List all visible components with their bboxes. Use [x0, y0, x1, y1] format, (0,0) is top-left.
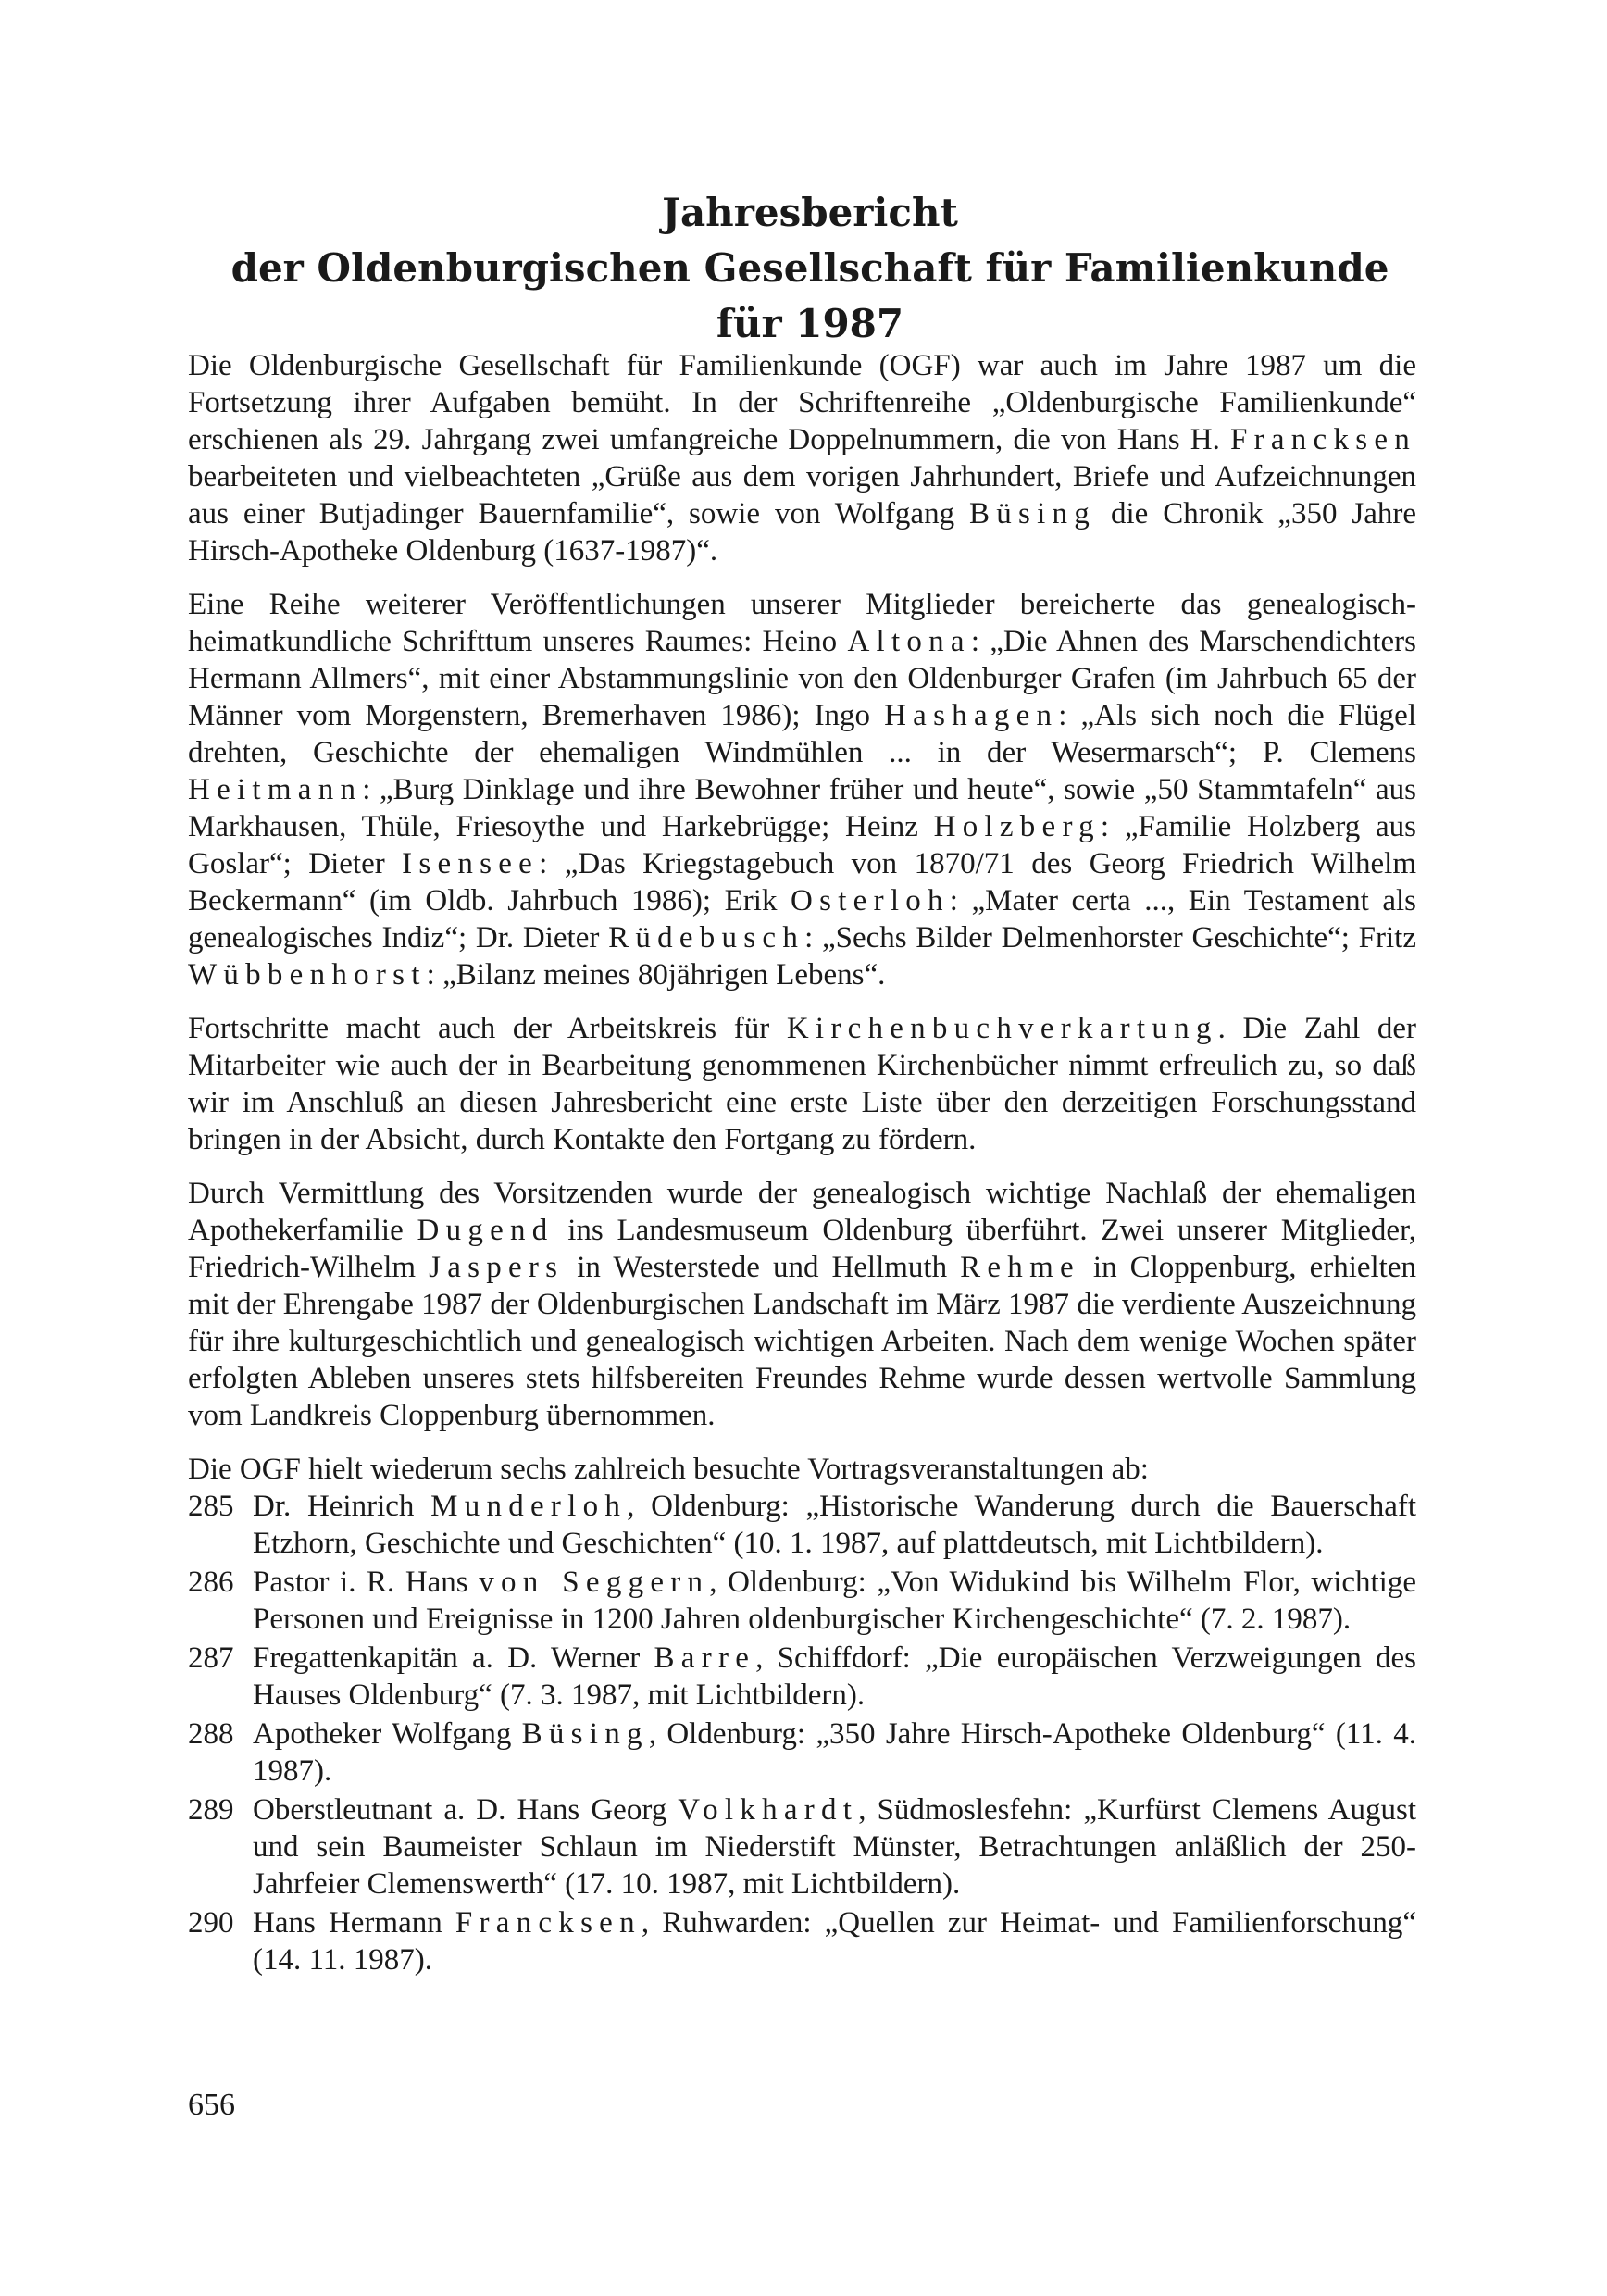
title-line-2: der Oldenburgischen Gesellschaft für Familienkunde [230, 245, 1389, 291]
text: Apotheker Wolfgang [253, 1717, 522, 1751]
text: die Chronik „350 Jahre Hirsch-Apotheke Oldenburg (1637-1987)“. [188, 497, 1416, 568]
emphasized-term: Kirchenbuchverkartung [786, 1012, 1218, 1045]
report-body [188, 347, 1416, 1980]
text: : „Burg Dinklage und ihre Bewohner früher und heute“, sowie „50 Stammtafeln“ aus Markhausen, Thüle, Friesoythe und Harkebrügge; Heinz [188, 773, 1416, 843]
text: Fortschritte macht auch der Arbeitskreis für [188, 1012, 787, 1045]
title-line-3: für 1987 [716, 301, 904, 346]
person-name: Isensee [402, 847, 540, 880]
person-name: Holzberg [933, 810, 1101, 843]
paragraph-estate-and-awards [188, 1175, 1416, 1434]
person-name: Francksen [455, 1906, 642, 1940]
text: : „Sechs Bilder Delmenhorster Geschichte“; Fritz [804, 921, 1416, 955]
text: Fregattenkapitän a. D. Werner [253, 1641, 654, 1675]
text: Die Oldenburgische Gesellschaft für Familienkunde (OGF) war auch im Jahre 1987 um die Fortsetzung ihrer Aufgaben bemüht. In der Schriftenreihe „Oldenburgische Familienkunde“ erschienen als 29. Jahrgang zwei umfangreiche Doppelnummern, die von Hans H. [188, 349, 1416, 456]
text: , Oldenburg: „350 Jahre Hirsch-Apotheke Oldenburg“ (11. 4. 1987). [253, 1717, 1416, 1788]
person-name: Rehme [960, 1251, 1080, 1284]
person-name: Wübbenhorst [188, 958, 427, 992]
text: , Ruhwarden: „Quellen zur Heimat- und Familienforschung“ (14. 11. 1987). [253, 1906, 1416, 1977]
text: : „Als sich noch die Flügel drehten, Geschichte der ehemaligen Windmühlen ... in der Wesermarsch“; P. Clemens [188, 699, 1416, 769]
text: Oberstleutnant a. D. Hans Georg [253, 1793, 679, 1827]
text: , Schiffdorf: „Die europäischen Verzweigungen des Hauses Oldenburg“ (7. 3. 1987, mit Lichtbildern). [253, 1641, 1416, 1712]
paragraph-publications-intro [188, 347, 1416, 569]
text: : „Bilanz meines 80jährigen Lebens“. [426, 958, 886, 992]
text: Hans Hermann [253, 1906, 455, 1940]
person-name: Dugend [417, 1214, 554, 1247]
text: in Westerstede und Hellmuth [564, 1251, 961, 1284]
text: : „Familie Holzberg aus Goslar“; Dieter [188, 810, 1416, 880]
lecture-number: 287 [188, 1641, 234, 1675]
lecture-number: 286 [188, 1566, 234, 1599]
person-name: Heitmann [188, 773, 363, 806]
list-item [188, 1640, 1416, 1714]
page-title [185, 185, 1435, 352]
paragraph-member-publications [188, 586, 1416, 993]
text: in Cloppenburg, erhielten mit der Ehrengabe 1987 der Oldenburgischen Landschaft im März 1987 die verdiente Auszeichnung für ihre kulturgeschichtlich und genealogisch wichtigen Arbeiten. Nach dem wenige Wochen später erfolgten Ableben unseres stets hilfsbereiten Freundes Rehme wurde dessen wertvolle Sammlung vom Landkreis Cloppenburg übernommen. [188, 1251, 1417, 1432]
person-name: Volkhardt [678, 1793, 859, 1827]
list-item [188, 1564, 1416, 1638]
person-name: Osterloh [791, 884, 950, 917]
text: . Die Zahl der Mitarbeiter wie auch der in Bearbeitung genommenen Kirchenbücher nimmt erfreulich zu, so daß wir im Anschluß an diesen Jahresbericht eine erste Liste über den derzeitigen Forschungsstand bringen in der Absicht, durch Kontakte den Fortgang zu fördern. [188, 1012, 1416, 1156]
text: , Südmoslesfehn: „Kurfürst Clemens August und sein Baumeister Schlaun im Niederstift Münster, Betrachtungen anläßlich der 250-Jahrfeier Clemenswerth“ (17. 10. 1987, mit Lichtbildern). [253, 1793, 1416, 1901]
text: , Oldenburg: „Historische Wanderung durch die Bauerschaft Etzhorn, Geschichte und Geschichten“ (10. 1. 1987, auf plattdeutsch, mit Lichtbildern). [253, 1490, 1416, 1560]
page-number: 656 [188, 2088, 235, 2122]
lecture-number: 289 [188, 1793, 234, 1827]
person-name: Büsing [968, 497, 1097, 530]
text: : „Die Ahnen des Marschendichters Hermann Allmers“, mit einer Abstammungslinie von den Oldenburger Grafen (im Jahrbuch 65 der Männer vom Morgenstern, Bremerhaven 1986); Ingo [188, 625, 1417, 732]
person-name: von Seggern [479, 1566, 710, 1599]
text: Eine Reihe weiterer Veröffentlichungen unserer Mitglieder bereicherte das genealogisch-heimatkundliche Schrifttum unseres Raumes: Heino [188, 588, 1416, 658]
paragraph-lectures-intro: Die OGF hielt wiederum sechs zahlreich besuchte Vortragsveranstaltungen ab: [188, 1453, 1149, 1486]
text: : „Mater certa ..., Ein Testament als genealogisches Indiz“; Dr. Dieter [188, 884, 1416, 955]
person-name: Munderloh [430, 1490, 628, 1523]
text: bearbeiteten und vielbeachteten „Grüße aus dem vorigen Jahrhundert, Briefe und Aufzeichnungen aus einer Butjadinger Bauernfamilie“, sowie von Wolfgang [188, 460, 1416, 530]
text: ins Landesmuseum Oldenburg überführt. Zwei unserer Mitglieder, Friedrich-Wilhelm [188, 1214, 1416, 1284]
lecture-number: 288 [188, 1717, 234, 1751]
list-item [188, 1791, 1416, 1903]
lecture-number: 285 [188, 1490, 234, 1523]
text: : „Das Kriegstagebuch von 1870/71 des Georg Friedrich Wilhelm Beckermann“ (im Oldb. Jahrbuch 1986); Erik [188, 847, 1416, 917]
person-name: Jaspers [429, 1251, 565, 1284]
person-name: Büsing [521, 1717, 649, 1751]
text: Dr. Heinrich [253, 1490, 431, 1523]
person-name: Altona [847, 625, 971, 658]
person-name: Rüdebusch [608, 921, 805, 955]
text: Durch Vermittlung des Vorsitzenden wurde der genealogisch wichtige Nachlaß der ehemaligen Apothekerfamilie [188, 1177, 1416, 1247]
person-name: Francksen [1230, 423, 1416, 456]
text: , Oldenburg: „Von Widukind bis Wilhelm Flor, wichtige Personen und Ereignisse in 1200 Jahren oldenburgischer Kirchengeschichte“ (7. 2. 1987). [253, 1566, 1417, 1636]
list-item [188, 1488, 1416, 1562]
title-line-1: Jahresbericht [662, 190, 958, 235]
list-item [188, 1716, 1416, 1790]
list-item [188, 1904, 1416, 1978]
text: Pastor i. R. Hans [253, 1566, 480, 1599]
lecture-list [188, 1488, 1416, 1978]
person-name: Barre [654, 1641, 756, 1675]
paragraph-church-records [188, 1010, 1416, 1158]
lecture-number: 290 [188, 1906, 234, 1940]
person-name: Hashagen [884, 699, 1059, 732]
